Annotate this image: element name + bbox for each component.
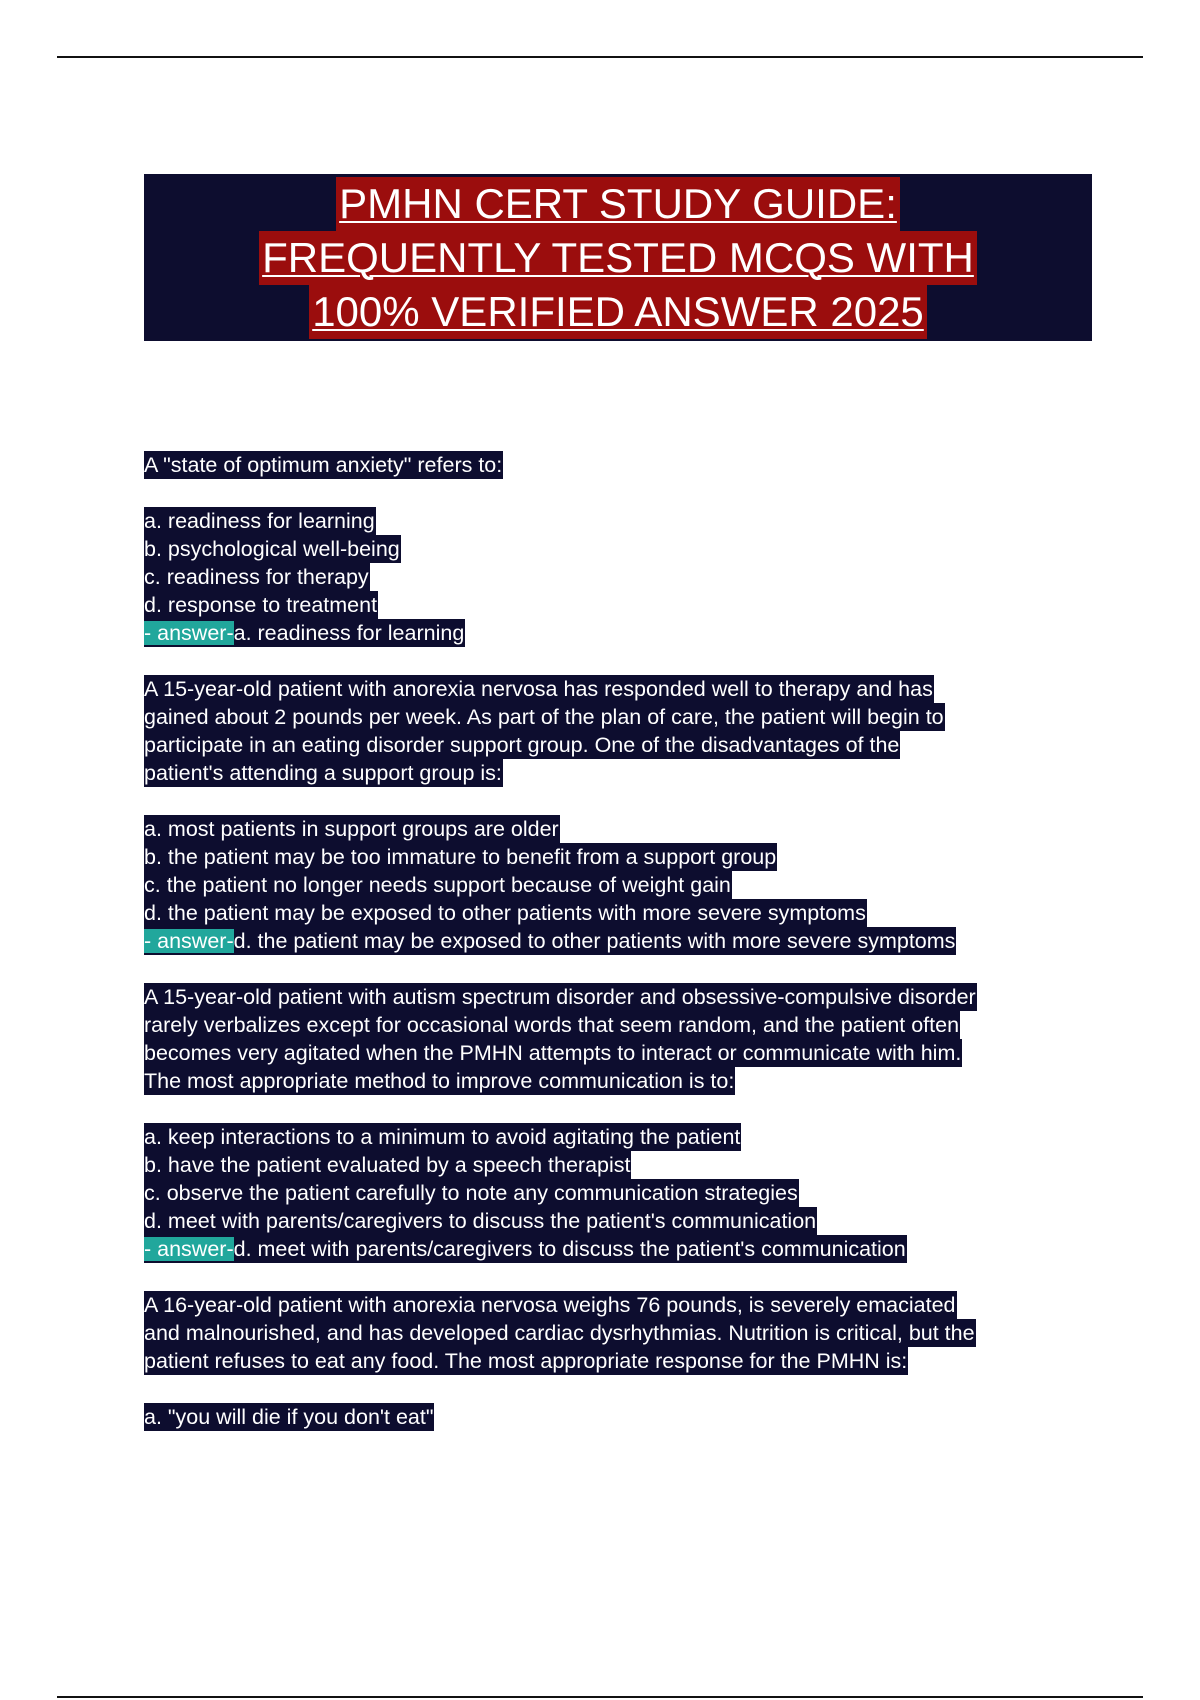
option-c: c. the patient no longer needs support because of weight gain — [144, 873, 731, 897]
title-line-2: FREQUENTLY TESTED MCQS WITH — [259, 231, 977, 285]
question-4-stem — [144, 1291, 1104, 1375]
top-rule — [57, 56, 1143, 58]
answer-line — [144, 1235, 907, 1263]
title-line-3: 100% VERIFIED ANSWER 2025 — [309, 285, 927, 339]
bottom-rule — [57, 1696, 1143, 1698]
option-c: c. observe the patient carefully to note any communication strategies — [144, 1181, 798, 1205]
option-a: a. most patients in support groups are older — [144, 817, 559, 841]
question-stem-line: gained about 2 pounds per week. As part of the plan of care, the patient will begin to — [144, 705, 944, 729]
answer-text: d. the patient may be exposed to other patients with more severe symptoms — [233, 929, 956, 953]
question-1-options — [144, 507, 1104, 647]
title-banner — [144, 174, 1092, 341]
answer-label: - answer- — [144, 1237, 234, 1261]
option-b: b. the patient may be too immature to benefit from a support group — [144, 845, 777, 869]
question-stem-line: A 15-year-old patient with autism spectrum disorder and obsessive-compulsive disorder — [144, 985, 976, 1009]
question-stem-line: The most appropriate method to improve communication is to: — [144, 1069, 735, 1093]
option-a: a. "you will die if you don't eat" — [144, 1405, 434, 1429]
answer-text: d. meet with parents/caregivers to discuss the patient's communication — [233, 1237, 906, 1261]
option-a: a. keep interactions to a minimum to avoid agitating the patient — [144, 1125, 741, 1149]
question-stem-line: and malnourished, and has developed cardiac dysrhythmias. Nutrition is critical, but the — [144, 1321, 975, 1345]
title-line-1: PMHN CERT STUDY GUIDE: — [336, 177, 900, 231]
answer-label: - answer- — [144, 929, 234, 953]
option-b: b. psychological well-being — [144, 537, 400, 561]
answer-line — [144, 927, 956, 955]
question-stem-line: A "state of optimum anxiety" refers to: — [144, 453, 503, 477]
answer-line — [144, 619, 465, 647]
question-1-stem — [144, 451, 1104, 479]
question-stem-line: A 15-year-old patient with anorexia nervosa has responded well to therapy and has — [144, 677, 933, 701]
question-stem-line: becomes very agitated when the PMHN attempts to interact or communicate with him. — [144, 1041, 962, 1065]
question-4-options — [144, 1403, 1104, 1431]
option-c: c. readiness for therapy — [144, 565, 369, 589]
question-2-options — [144, 815, 1104, 955]
option-d: d. response to treatment — [144, 593, 378, 617]
question-stem-line: A 16-year-old patient with anorexia nervosa weighs 76 pounds, is severely emaciated — [144, 1293, 956, 1317]
option-a: a. readiness for learning — [144, 509, 375, 533]
option-b: b. have the patient evaluated by a speech therapist — [144, 1153, 631, 1177]
answer-label: - answer- — [144, 621, 234, 645]
question-stem-line: rarely verbalizes except for occasional words that seem random, and the patient often — [144, 1013, 960, 1037]
question-list — [144, 451, 1104, 1459]
option-d: d. the patient may be exposed to other patients with more severe symptoms — [144, 901, 866, 925]
question-3-stem — [144, 983, 1104, 1095]
question-2-stem — [144, 675, 1104, 787]
question-3-options — [144, 1123, 1104, 1263]
question-stem-line: participate in an eating disorder support group. One of the disadvantages of the — [144, 733, 900, 757]
answer-text: a. readiness for learning — [233, 621, 465, 645]
question-stem-line: patient's attending a support group is: — [144, 761, 502, 785]
question-stem-line: patient refuses to eat any food. The most appropriate response for the PMHN is: — [144, 1349, 908, 1373]
option-d: d. meet with parents/caregivers to discuss the patient's communication — [144, 1209, 817, 1233]
